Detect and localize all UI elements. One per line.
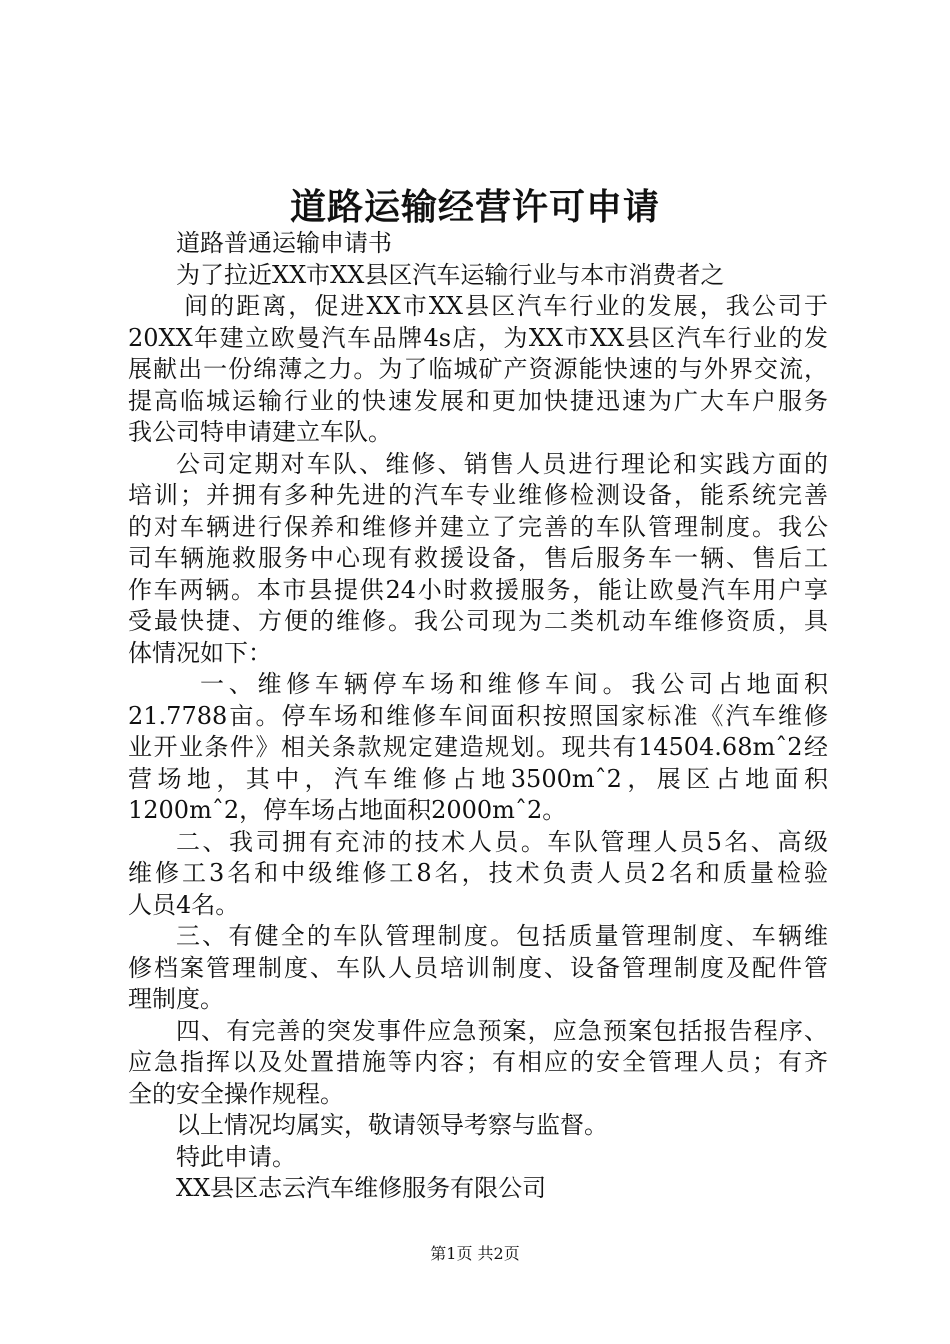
text-line: 业开业条件》相关条款规定建造规划。现共有14504.68mˆ2经: [128, 733, 828, 761]
text-line: 特此申请。: [176, 1142, 296, 1171]
document-title: 道路运输经营许可申请: [289, 187, 660, 228]
text-line: 间的距离，促进XX市XX县区汽车行业的发展，我公司于: [184, 292, 828, 320]
text-line: 的对车辆进行保养和维修并建立了完善的车队管理制度。我公: [128, 512, 828, 541]
text-line: 21.7788亩。停车场和维修车间面积按照国家标准《汽车维修: [128, 701, 828, 730]
text-line: 理制度。: [128, 985, 224, 1013]
text-line: 作车两辆。本市县提供24小时救援服务，能让欧曼汽车用户享: [128, 575, 828, 604]
text-line: 二、我司拥有充沛的技术人员。车队管理人员5名、高级: [176, 827, 828, 856]
document-body: [128, 228, 828, 1205]
text-line: 20XX年建立欧曼汽车品牌4s店，为XX市XX县区汽车行业的发: [128, 323, 828, 352]
text-line: XX县区志云汽车维修服务有限公司: [176, 1174, 547, 1202]
text-line: 三、有健全的车队管理制度。包括质量管理制度、车辆维: [176, 922, 828, 950]
text-line: 修档案管理制度、车队人员培训制度、设备管理制度及配件管: [128, 953, 828, 982]
text-line: 培训；并拥有多种先进的汽车专业维修检测设备，能系统完善: [128, 481, 828, 509]
text-line: 受最快捷、方便的维修。我公司现为二类机动车维修资质，具: [128, 607, 828, 635]
text-line: 维修工3名和中级维修工8名，技术负责人员2名和质量检验: [128, 859, 828, 887]
text-line: 四、有完善的突发事件应急预案，应急预案包括报告程序、: [176, 1016, 828, 1045]
text-line: 为了拉近XX市XX县区汽车运输行业与本市消费者之: [176, 260, 725, 289]
text-line: 体情况如下：: [128, 638, 272, 667]
text-line: 道路普通运输申请书: [176, 229, 392, 257]
text-line: 以上情况均属实，敬请领导考察与监督。: [176, 1111, 608, 1139]
text-line: 提高临城运输行业的快速发展和更加快捷迅速为广大车户服务: [128, 386, 828, 415]
text-line: 一、维修车辆停车场和维修车间。我公司占地面积: [200, 670, 828, 698]
text-line: 展献出一份绵薄之力。为了临城矿产资源能快速的与外界交流，: [128, 355, 828, 383]
text-line: 1200mˆ2，停车场占地面积2000mˆ2。: [128, 796, 567, 824]
text-line: 营场地，其中，汽车维修占地3500mˆ2，展区占地面积: [128, 764, 828, 793]
text-line: 我公司特申请建立车队。: [128, 418, 392, 446]
text-line: 司车辆施救服务中心现有救援设备，售后服务车一辆、售后工: [128, 544, 828, 572]
text-line: 全的安全操作规程。: [128, 1079, 344, 1108]
text-line: 应急指挥以及处置措施等内容；有相应的安全管理人员；有齐: [128, 1048, 828, 1076]
page-footer: 第1页 共2页: [430, 1244, 520, 1263]
text-line: 人员4名。: [128, 890, 240, 919]
text-line: 公司定期对车队、维修、销售人员进行理论和实践方面的: [176, 449, 828, 478]
